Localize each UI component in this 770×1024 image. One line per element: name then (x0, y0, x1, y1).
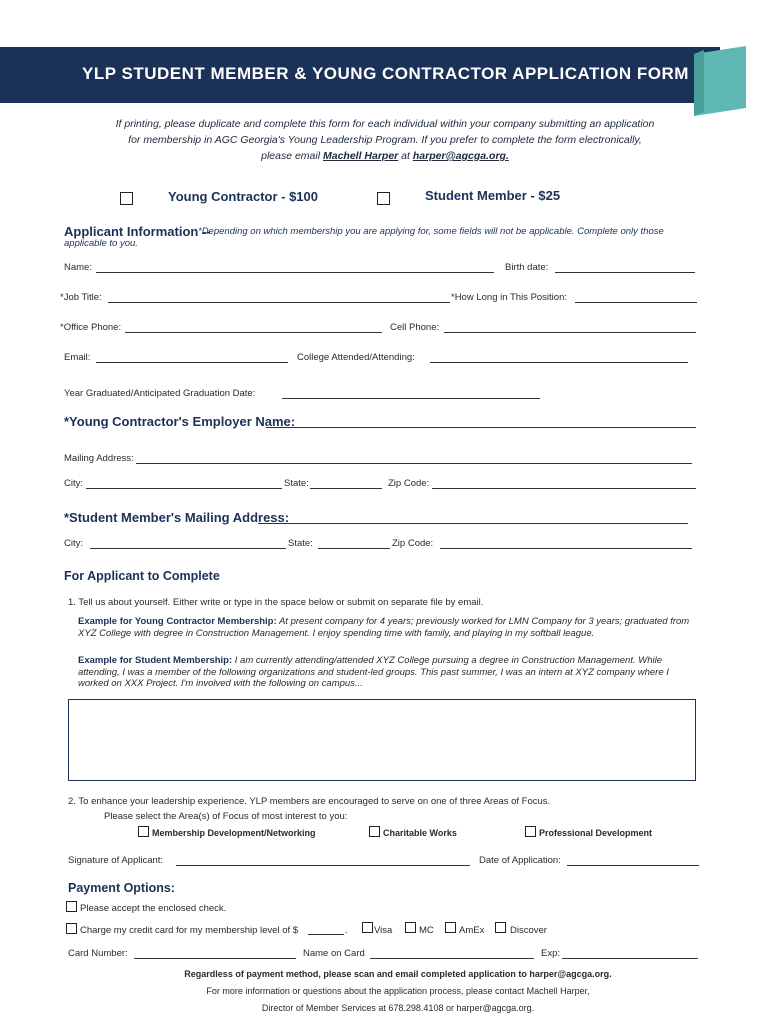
name-label: Name: (64, 262, 92, 273)
student-address-heading: *Student Member's Mailing Address: (64, 510, 290, 525)
amex-label: AmEx (459, 925, 485, 936)
college-field[interactable] (430, 362, 688, 363)
office-phone-label: *Office Phone: (60, 322, 122, 333)
applicant-info-heading: Applicant Information -- (64, 224, 211, 239)
contact-email-link[interactable]: harper@agcga.org. (412, 150, 509, 162)
student-city-label: City: (64, 538, 83, 549)
example-young-contractor-text: At present company for 4 years; previously worked for LMN Company for 3 years; graduated from XYZ College with degree in Construction Management. I enjoy spending time with family, and playing in my softball league. (78, 616, 690, 639)
student-state-field[interactable] (318, 548, 390, 549)
complete-heading: For Applicant to Complete (64, 569, 220, 583)
email-field[interactable] (96, 362, 288, 363)
focus-membership-checkbox[interactable] (138, 826, 149, 837)
example-student (78, 655, 698, 690)
applicant-note-text: *Depending on which membership you are applying for, some fields will not be applicable. Complete only those applicable to you. (64, 226, 664, 249)
student-address-field[interactable] (258, 523, 688, 524)
young-contractor-checkbox[interactable] (120, 192, 133, 205)
employer-zip-label: Zip Code: (388, 478, 430, 489)
question-1: 1. Tell us about yourself. Either write or type in the space below or submit on separate file by email. (68, 597, 484, 608)
about-yourself-textarea[interactable] (68, 699, 696, 781)
college-label: College Attended/Attending: (297, 352, 415, 363)
footer-instructions: Regardless of payment method, please scan and email completed application to harper@agcga.org. (184, 969, 612, 979)
cell-phone-field[interactable] (444, 332, 696, 333)
date-application-field[interactable] (567, 865, 699, 866)
focus-professional-label: Professional Development (539, 828, 653, 838)
name-on-card-field[interactable] (370, 958, 534, 959)
amex-checkbox[interactable] (445, 922, 456, 933)
employer-zip-field[interactable] (432, 488, 696, 489)
contact-name: Machell Harper (322, 150, 399, 162)
question-2: 2. To enhance your leadership experience. YLP members are encouraged to serve on one of three Areas of Focus. (68, 796, 551, 807)
employer-state-field[interactable] (310, 488, 382, 489)
question-2-sub: Please select the Area(s) of Focus of most interest to you: (104, 811, 348, 822)
signature-label: Signature of Applicant: (68, 855, 164, 866)
office-phone-field[interactable] (125, 332, 382, 333)
employer-city-field[interactable] (86, 488, 282, 489)
birth-date-label: Birth date: (505, 262, 549, 273)
discover-label: Discover (510, 925, 547, 936)
name-field[interactable] (96, 272, 494, 273)
job-title-label: *Job Title: (60, 292, 102, 303)
how-long-field[interactable] (575, 302, 697, 303)
focus-membership-label: Membership Development/Networking (152, 828, 316, 838)
employer-state-label: State: (284, 478, 309, 489)
example-student-text: I am currently attending/attended XYZ College pursuing a degree in Construction Management. While attending, I was a member of the following organizations and student-led groups. This past summer, I was an intern at XYZ company where I worked on XXX Project. I'm involved with the following on campus... (78, 655, 669, 689)
card-number-label: Card Number: (68, 948, 128, 959)
grad-date-label: Year Graduated/Anticipated Graduation Date: (64, 388, 256, 399)
student-member-checkbox[interactable] (377, 192, 390, 205)
mailing-address-field[interactable] (136, 463, 692, 464)
credit-card-checkbox[interactable] (66, 923, 77, 934)
credit-card-period: . (345, 925, 348, 936)
student-member-label: Student Member - $25 (425, 188, 561, 203)
birth-date-field[interactable] (555, 272, 695, 273)
example-young-contractor-label: Example for Young Contractor Membership: (78, 616, 277, 627)
student-zip-field[interactable] (440, 548, 692, 549)
check-payment-label: Please accept the enclosed check. (80, 903, 227, 914)
footer-contact-1: For more information or questions about the application process, please contact Machell Harper, (206, 986, 590, 996)
grad-date-field[interactable] (282, 398, 540, 399)
footer-contact-2: Director of Member Services at 678.298.4108 or harper@agcga.org. (261, 1003, 535, 1013)
email-label: Email: (64, 352, 91, 363)
membership-amount-field[interactable] (308, 934, 344, 935)
cell-phone-label: Cell Phone: (390, 322, 440, 333)
payment-heading: Payment Options: (68, 881, 175, 895)
student-city-field[interactable] (90, 548, 286, 549)
check-payment-checkbox[interactable] (66, 901, 77, 912)
card-number-field[interactable] (134, 958, 296, 959)
focus-charitable-label: Charitable Works (383, 828, 457, 838)
intro-text: If printing, please duplicate and complete this form for each individual within your company submitting an application for membership in AGC Georgia's Young Leadership Program. If you prefer to complete the form electronically, please email Machell Harper at harper@agcga.org. (115, 118, 655, 162)
student-state-label: State: (288, 538, 313, 549)
visa-label: Visa (374, 925, 393, 936)
exp-label: Exp: (541, 948, 561, 959)
employer-heading: *Young Contractor's Employer Name: (64, 414, 296, 429)
date-application-label: Date of Application: (479, 855, 561, 866)
mailing-address-label: Mailing Address: (64, 453, 134, 464)
how-long-label: *How Long in This Position: (451, 292, 567, 303)
job-title-field[interactable] (108, 302, 450, 303)
mc-checkbox[interactable] (405, 922, 416, 933)
signature-field[interactable] (176, 865, 470, 866)
credit-card-label: Charge my credit card for my membership level of $ (80, 925, 299, 936)
discover-checkbox[interactable] (495, 922, 506, 933)
young-contractor-label: Young Contractor - $100 (168, 189, 319, 204)
visa-checkbox[interactable] (362, 922, 373, 933)
example-young-contractor (78, 616, 698, 639)
mc-label: MC (419, 925, 434, 936)
focus-charitable-checkbox[interactable] (369, 826, 380, 837)
exp-field[interactable] (562, 958, 698, 959)
form-title: YLP STUDENT MEMBER & YOUNG CONTRACTOR APPLICATION FORM (82, 64, 689, 83)
employer-city-label: City: (64, 478, 83, 489)
name-on-card-label: Name on Card (303, 948, 365, 959)
student-zip-label: Zip Code: (392, 538, 434, 549)
teal-tab-decoration (694, 46, 746, 116)
employer-name-field[interactable] (266, 427, 696, 428)
focus-professional-checkbox[interactable] (525, 826, 536, 837)
example-student-label: Example for Student Membership: (78, 655, 233, 666)
